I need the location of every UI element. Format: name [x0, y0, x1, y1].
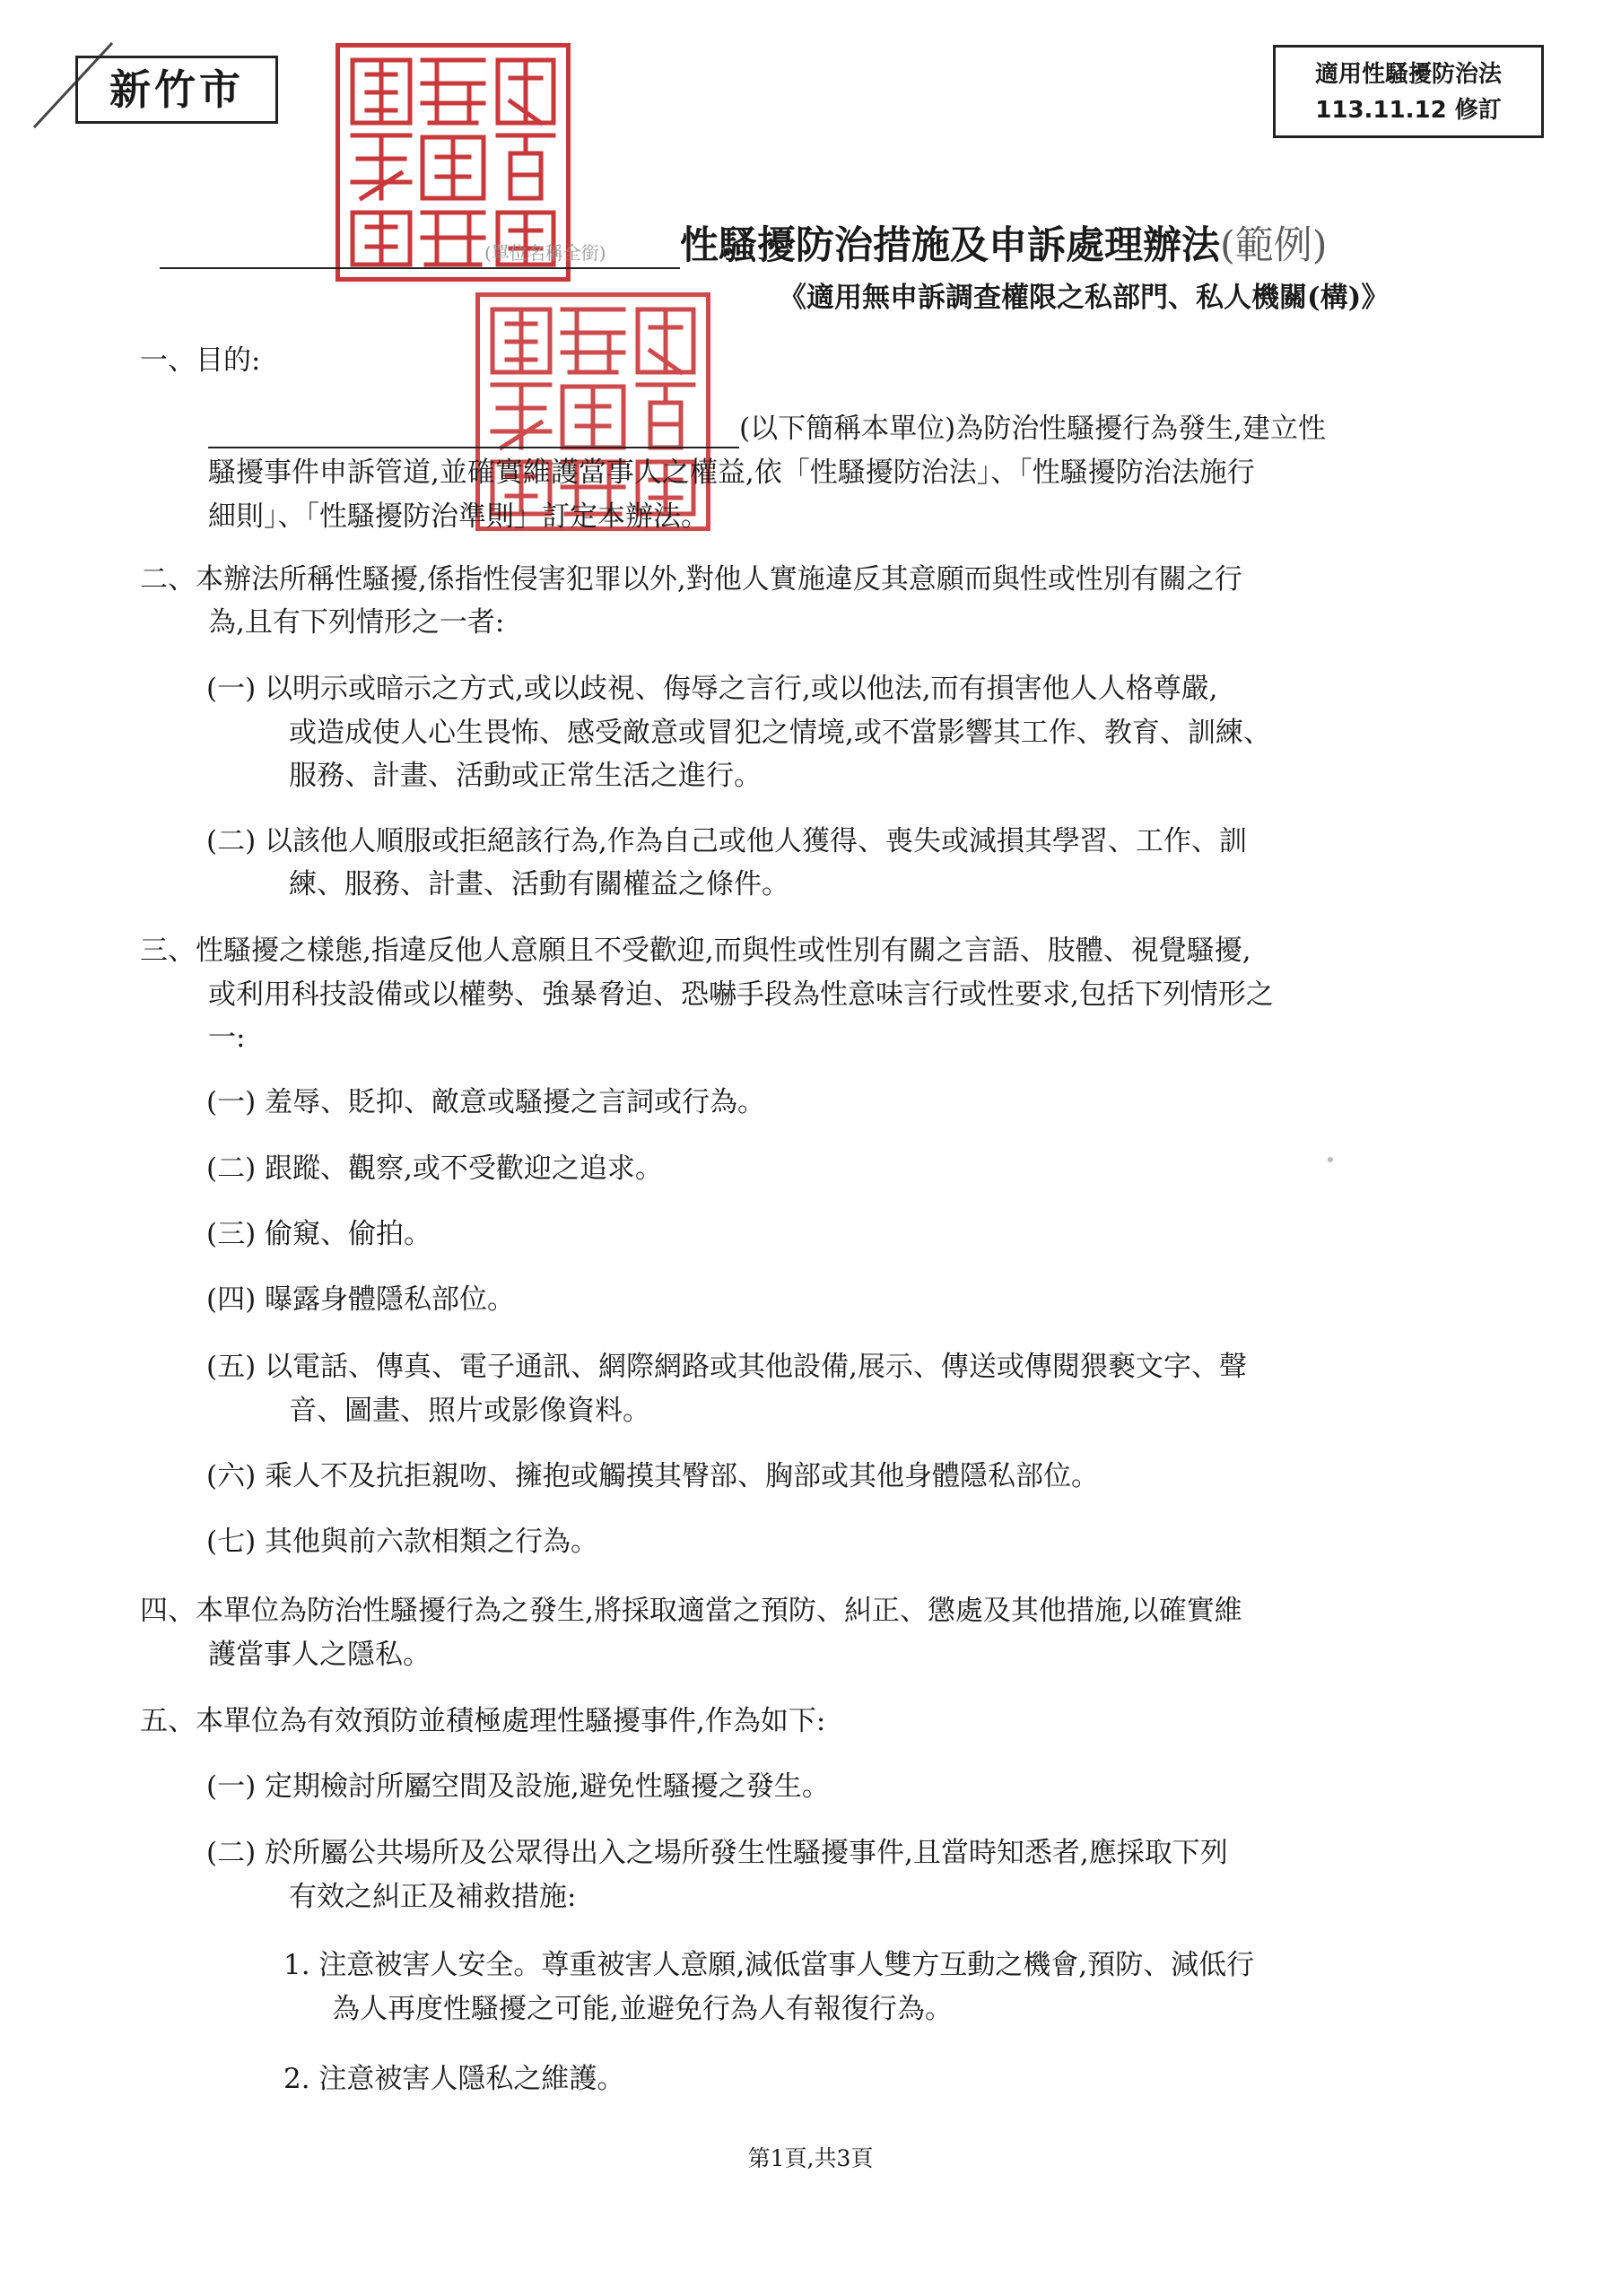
- section-3-item-2: (二) 跟蹤、觀察,或不受歡迎之追求。: [206, 1152, 663, 1185]
- city-label: 新竹市: [75, 56, 278, 124]
- section-3-item-5-line-2: 音、圖畫、照片或影像資料。: [289, 1395, 650, 1427]
- section-3-line-1: 三、性騷擾之樣態,指違反他人意願且不受歡迎,而與性或性別有關之言語、肢體、視覺騷擾,: [140, 935, 1251, 967]
- section-2-item-1-line-1: (一) 以明示或暗示之方式,或以歧視、侮辱之言行,或以他法,而有損害他人人格尊嚴,: [206, 673, 1218, 705]
- section-3-line-2: 或利用科技設備或以權勢、強暴脅迫、恐嚇手段為性意味言行或性要求,包括下列情形之: [208, 978, 1274, 1011]
- section-5-sub-1-line-1: 1. 注意被害人安全。尊重被害人意願,減低當事人雙方互動之機會,預防、減低行: [283, 1949, 1255, 1981]
- revision-law: 適用性騷擾防治法: [1314, 61, 1502, 88]
- scan-speck: [1328, 1157, 1333, 1162]
- title-example: (範例): [1220, 223, 1328, 268]
- section-5-sub-2: 2. 注意被害人隱私之維護。: [283, 2063, 625, 2095]
- document-subtitle: 《適用無申訴調查權限之私部門、私人機關(構)》: [779, 282, 1390, 314]
- section-3-item-6: (六) 乘人不及抗拒親吻、擁抱或觸摸其臀部、胸部或其他身體隱私部位。: [206, 1460, 1100, 1492]
- section-4-line-2: 護當事人之隱私。: [208, 1639, 431, 1671]
- unit-name-blank: [208, 447, 739, 448]
- unit-name-placeholder: (單位名稱全銜): [484, 242, 606, 264]
- section-2-item-2-line-1: (二) 以該他人順服或拒絕該行為,作為自己或他人獲得、喪失或減損其學習、工作、訓: [206, 825, 1247, 857]
- section-3-item-7: (七) 其他與前六款相類之行為。: [206, 1526, 599, 1558]
- section-2-item-2-line-2: 練、服務、計畫、活動有關權益之條件。: [289, 868, 789, 900]
- section-1-line-3: 細則」、「性騷擾防治準則」訂定本辦法。: [208, 500, 709, 533]
- unit-name-underline: [160, 267, 680, 269]
- section-2-line-1: 二、本辦法所稱性騷擾,係指性侵害犯罪以外,對他人實施違反其意願而與性或性別有關之行: [140, 563, 1242, 596]
- section-3-item-5-line-1: (五) 以電話、傳真、電子通訊、網際網路或其他設備,展示、傳送或傳閱猥褻文字、聲: [206, 1351, 1247, 1383]
- section-1-line-2: 騷擾事件申訴管道,並確實維護當事人之權益,依「性騷擾防治法」、「性騷擾防治法施行: [208, 457, 1255, 489]
- document-title: [680, 215, 1328, 270]
- section-5-item-1: (一) 定期檢討所屬空間及設施,避免性騷擾之發生。: [206, 1770, 830, 1803]
- page-number: 第1頁,共3頁: [747, 2145, 874, 2171]
- section-4-line-1: 四、本單位為防治性騷擾行為之發生,將採取適當之預防、糾正、懲處及其他措施,以確實維: [140, 1595, 1242, 1627]
- title-main: 性騷擾防治措施及申訴處理辦法: [680, 223, 1220, 268]
- revision-date: 113.11.12 修訂: [1315, 97, 1502, 124]
- section-3-item-1: (一) 羞辱、貶抑、敵意或騷擾之言詞或行為。: [206, 1086, 766, 1118]
- section-3-line-3: 一:: [208, 1022, 246, 1054]
- section-5-item-2-line-1: (二) 於所屬公共場所及公眾得出入之場所發生性騷擾事件,且當時知悉者,應採取下列: [206, 1837, 1228, 1869]
- section-2-line-2: 為,且有下列情形之一者:: [208, 606, 505, 639]
- section-1-line-1: (以下簡稱本單位)為防治性騷擾行為發生,建立性: [739, 413, 1327, 445]
- section-5-item-2-line-2: 有效之糾正及補救措施:: [289, 1881, 577, 1913]
- section-2-item-1-line-3: 服務、計畫、活動或正常生活之進行。: [289, 760, 762, 792]
- section-5-line-1: 五、本單位為有效預防並積極處理性騷擾事件,作為如下:: [140, 1705, 826, 1737]
- section-5-sub-1-line-2: 為人再度性騷擾之可能,並避免行為人有報復行為。: [332, 1993, 953, 2025]
- section-2-item-1-line-2: 或造成使人心生畏怖、感受敵意或冒犯之情境,或不當影響其工作、教育、訓練、: [289, 717, 1271, 749]
- section-3-item-4: (四) 曝露身體隱私部位。: [206, 1283, 516, 1316]
- revision-note-box: [1273, 45, 1544, 138]
- section-1-heading: 一、目的:: [140, 344, 261, 377]
- section-3-item-3: (三) 偷窺、偷拍。: [206, 1218, 432, 1250]
